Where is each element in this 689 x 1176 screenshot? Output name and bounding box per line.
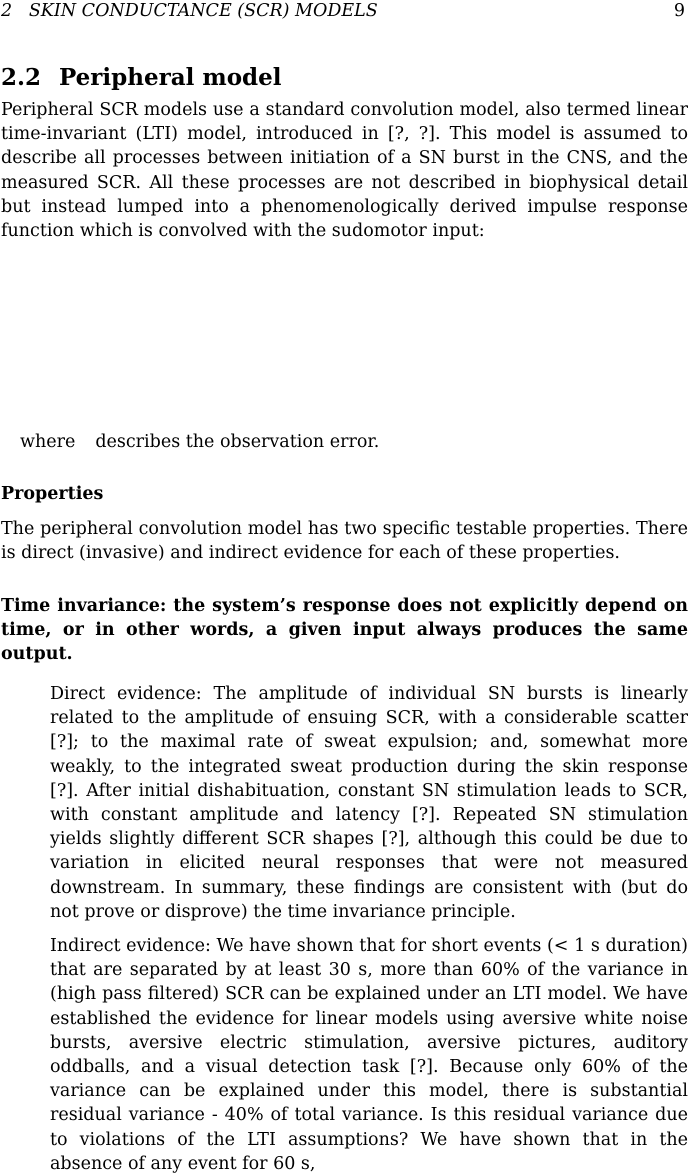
direct-evidence-paragraph: Direct evidence: The amplitude of individual SN bursts is linearly related to the amplitude of ensuing SCR, with a considerable scatter [?]; to the maximal rate of sweat expulsion; and, somewhat more weakly, to the integrated sweat production during the skin response [?]. After initial dishabituation, constant SN stimulation leads to SCR, with constant amplitude and latency [?]. Repeated SN stimulation yields slightly different SCR shapes [?], although this could be due to variation in elicited neural responses that were not measured downstream. In summary, these findings are consistent with (but do not prove or disprove) the time invariance principle. — [50, 684, 688, 922]
section-title: Peripheral model — [59, 64, 282, 91]
where-word: where — [20, 432, 76, 452]
equation-area — [60, 270, 620, 420]
properties-heading: Properties — [1, 484, 104, 504]
where-line — [20, 430, 379, 454]
section-number: 2.2 — [1, 64, 42, 91]
running-head-title: 2 SKIN CONDUCTANCE (SCR) MODELS — [1, 1, 378, 21]
page-number: 9 — [673, 1, 685, 21]
intro-paragraph: Peripheral SCR models use a standard convolution model, also termed linear time-invariant (LTI) model, introduced in [?, ?]. This model is assumed to describe all processes between initiation of a SN burst in the CNS, and the measured SCR. All these processes are not described in biophysical detail but instead lumped into a phenomenologically derived impulse response function which is convolved with the sudomotor input: — [1, 100, 688, 242]
indirect-evidence-paragraph: Indirect evidence: We have shown that for short events (< 1 s duration) that are separated by at least 30 s, more than 60% of the variance in (high pass filtered) SCR can be explained under an LTI model. We have established the evidence for linear models using aversive white noise bursts, aversive electric stimulation, aversive pictures, auditory oddballs, and a visual detection task [?]. Because only 60% of the variance can be explained under this model, there is substantial residual variance - 40% of total variance. Is this residual variance due to violations of the LTI assumptions? We have shown that in the absence of any event for 60 s, — [50, 936, 688, 1174]
section-heading — [1, 63, 282, 93]
where-rest: describes the observation error. — [95, 432, 380, 452]
running-head — [1, 0, 685, 22]
time-invariance-heading: Time invariance: the system’s response does not explicitly depend on time, or in other words, a given input always produces the same output. — [1, 596, 688, 665]
properties-paragraph: The peripheral convolution model has two specific testable properties. There is direct (invasive) and indirect evidence for each of these properties. — [1, 519, 688, 564]
